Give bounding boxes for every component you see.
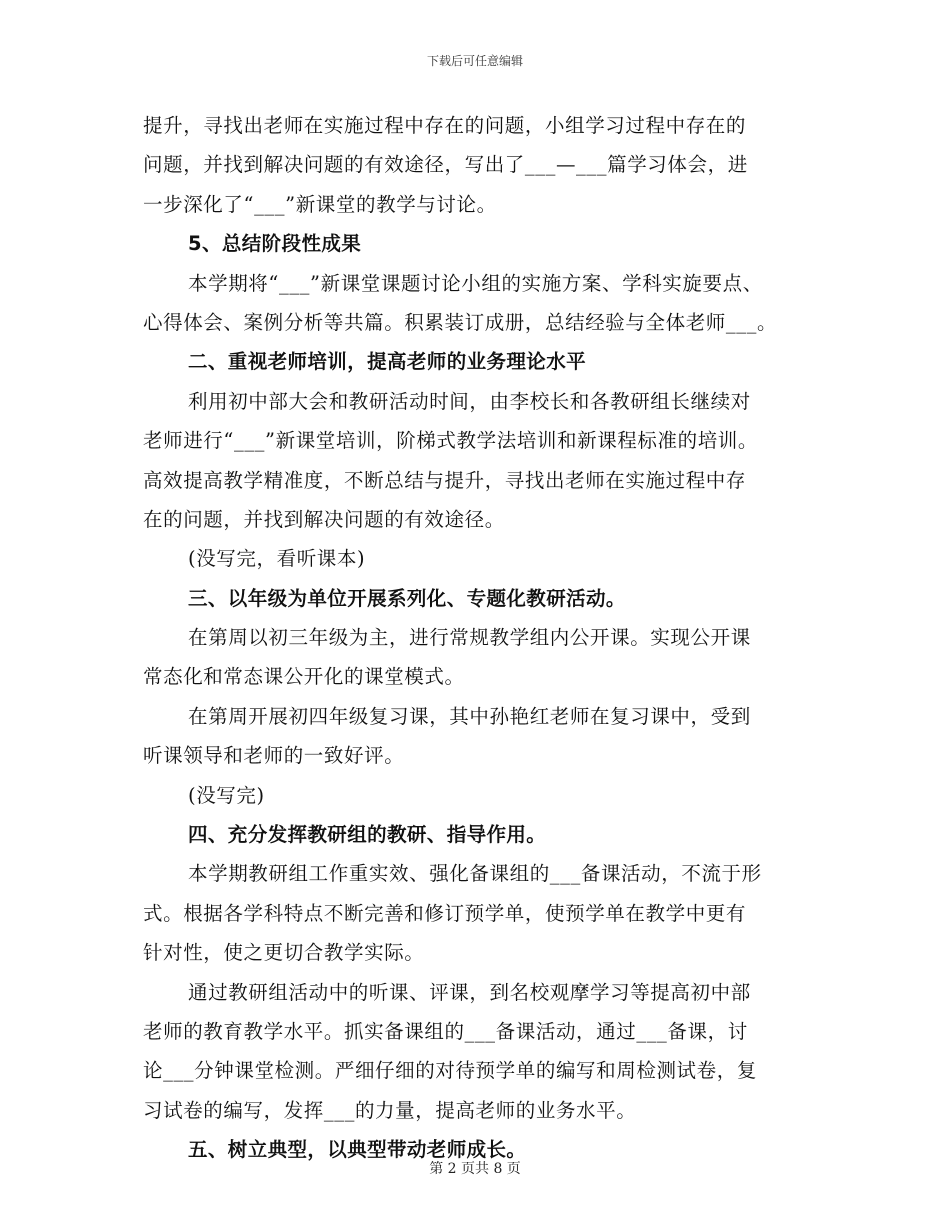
body-line: 在第周开展初四年级复习课，其中孙艳红老师在复习课中，受到 — [188, 704, 751, 728]
document-body — [143, 106, 833, 1170]
page-header: 下载后可任意编辑 — [426, 54, 523, 68]
body-line: 常态化和常态课公开化的课堂模式。 — [143, 665, 465, 689]
section-heading: 二、重视老师培训，提高老师的业务理论水平 — [188, 350, 587, 374]
body-line: 高效提高教学精准度，不断总结与提升，寻找出老师在实施过程中存 — [143, 468, 747, 492]
body-line: 老师的教育教学水平。抓实备课组的___备课活动，通过___备课，讨 — [143, 1019, 748, 1043]
body-line: 老师进行“___”新课堂培训，阶梯式教学法培训和新课程标准的培训。 — [143, 429, 758, 453]
page-footer: 第 2 页共 8 页 — [429, 1161, 521, 1177]
body-line: 利用初中部大会和教研活动时间，由李校长和各教研组长继续对 — [188, 389, 751, 413]
section-heading: 三、以年级为单位开展系列化、专题化教研活动。 — [188, 586, 626, 610]
body-line: 听课领导和老师的一致好评。 — [143, 744, 405, 768]
body-line: 在第周以初三年级为主，进行常规教学组内公开课。实现公开课 — [188, 626, 751, 650]
note-line: (没写完，看听课本) — [188, 547, 366, 571]
body-line: 在的问题，并找到解决问题的有效途径。 — [143, 507, 505, 531]
section-heading: 四、充分发挥教研组的教研、指导作用。 — [188, 823, 547, 847]
body-line: 习试卷的编写，发挥___的力量，提高老师的业务水平。 — [143, 1098, 637, 1122]
body-line: 一步深化了“___”新课堂的教学与讨论。 — [143, 192, 497, 216]
body-line: 式。根据各学科特点不断完善和修订预学单，使预学单在教学中更有 — [143, 901, 747, 925]
body-line: 本学期教研组工作重实效、强化备课组的___备课活动，不流于形 — [188, 862, 762, 886]
section-heading: 五、树立典型，以典型带动老师成长。 — [188, 1138, 527, 1162]
body-line: 问题，并找到解决问题的有效途径，写出了___—___篇学习体会，进 — [143, 153, 748, 177]
body-line: 本学期将“___”新课堂课题讨论小组的实施方案、学科实旋要点、 — [188, 271, 763, 295]
body-line: 论___分钟课堂检测。严细仔细的对待预学单的编写和周检测试卷，复 — [143, 1059, 757, 1083]
body-line: 针对性，使之更切合教学实际。 — [143, 941, 425, 965]
section-heading: 5、总结阶段性成果 — [188, 232, 362, 256]
body-line: 提升，寻找出老师在实施过程中存在的问题，小组学习过程中存在的 — [143, 114, 747, 137]
body-line: 通过教研组活动中的听课、评课，到名校观摩学习等提高初中部 — [188, 980, 751, 1004]
note-line: (没写完) — [188, 783, 265, 807]
body-line: 心得体会、案例分析等共篇。积累装订成册，总结经验与全体老师___。 — [143, 310, 778, 334]
